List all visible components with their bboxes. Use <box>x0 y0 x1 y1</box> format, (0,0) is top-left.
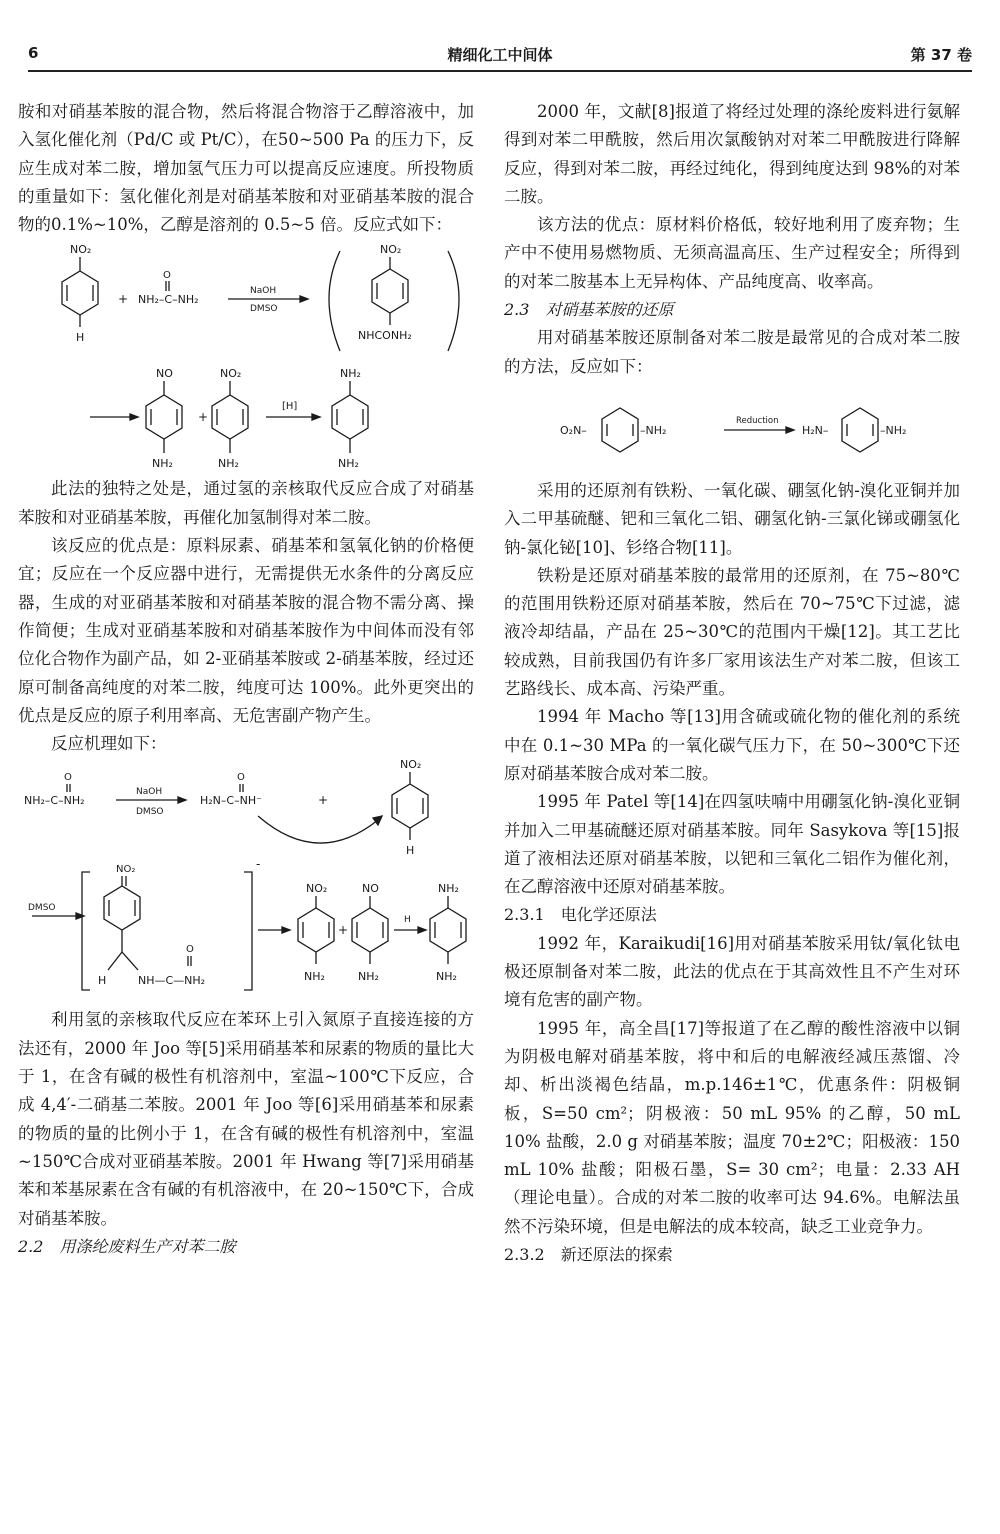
scheme-mechanism <box>18 758 474 1006</box>
solvent-dmso: DMSO <box>28 903 56 914</box>
scheme-reduction <box>504 381 960 477</box>
paragraph: 用对硝基苯胺还原制备对苯二胺是最常见的合成对苯二胺的方法，反应如下： <box>504 328 960 376</box>
charge-minus: - <box>256 857 261 872</box>
nh2-label: NH₂ <box>438 882 459 896</box>
paragraph: 1995 年 Patel 等[14]在四氢呋喃中用硼氢化钠-溴化亚铜并加入二甲基硫醚还原对硝基苯胺。同年 Sasykova 等[15]报道了液相法还原对硝基苯胺，以钯和三氧化二铝作为催化剂，在乙醇溶液中还原对硝基苯胺。 <box>504 792 960 897</box>
nh2-label: NH₂ <box>218 457 239 471</box>
carbonyl-o: O <box>186 944 194 956</box>
o2n-label: O₂N– <box>560 423 587 437</box>
section-heading-2-3-2: 2.3.2 新还原法的探索 <box>504 1244 673 1264</box>
solvent-dmso: DMSO <box>250 304 278 315</box>
carbonyl-o: O <box>237 772 245 784</box>
no2-label: NO₂ <box>306 882 328 896</box>
h-label: H <box>76 331 85 345</box>
paragraph: 1992 年，Karaikudi[16]用对硝基苯胺采用钛/氧化钛电极还原制备对苯二胺，此法的优点在于其高效性且不产生对环境有危害的副产物。 <box>504 933 960 1010</box>
running-header <box>28 40 972 72</box>
h2n-label: H₂N– <box>802 423 829 437</box>
paragraph: 此法的独特之处是，通过氢的亲核取代反应合成了对硝基苯胺和对亚硝基苯胺，再催化加氢制得对苯二胺。 <box>18 479 474 527</box>
paragraph: 铁粉是还原对硝基苯胺的最常用的还原剂，在 75~80℃的范围用铁粉还原对硝基苯胺，然后在 70~75℃下过滤，滤液冷却结晶，产品在 25~30℃的范围内干燥[12]。其工艺比较成熟，目前我国仍有许多厂家用该法生产对苯二胺，但该工艺路线长、成本高、污染严重。 <box>504 565 960 699</box>
no2-label: NO₂ <box>380 243 402 257</box>
urea-formula: NH₂–C–NH₂ <box>138 293 199 307</box>
paragraph: 反应机理如下： <box>51 734 167 754</box>
paragraph: 该方法的优点：原材料价格低，较好地利用了废弃物；生产中不使用易燃物质、无须高温高压、生产过程安全；所得到的对苯二胺基本上无异构体、产品纯度高、收率高。 <box>504 215 960 291</box>
reagent-naoh: NaOH <box>136 787 163 798</box>
solvent-dmso: DMSO <box>136 807 164 818</box>
section-heading-2-3: 2.3 对硝基苯胺的还原 <box>504 300 674 320</box>
paragraph: 利用氢的亲核取代反应在苯环上引入氮原子直接连接的方法还有，2000 年 Joo 等[5]采用硝基苯和尿素的物质的量比大于 1，在含有碱的极性有机溶剂中，室温~100℃下反应，合成 4,4′-二硝基二苯胺。2001 年 Joo 等[6]采用硝基苯和尿素的物质的量的比例小于 1，在含有碱的极性有机溶剂中，室温~150℃合成对亚硝基苯胺。2001 年 Hwang 等[7]采用硝基苯和苯基尿素在含有碱的有机溶液中，在 20~150℃下，合成对硝基苯胺。 <box>18 1010 474 1228</box>
plus-sign: + <box>198 410 209 425</box>
nh2-label: –NH₂ <box>640 423 667 437</box>
h-label: H <box>98 974 107 988</box>
reduction-label: Reduction <box>736 415 779 426</box>
no2-label: NO₂ <box>400 758 422 772</box>
page-number: 6 <box>28 44 39 62</box>
nh2-label: NH₂ <box>340 367 361 381</box>
urea-formula: NH₂–C–NH₂ <box>24 794 85 808</box>
amide-chain: NH—C—NH₂ <box>138 974 206 988</box>
paragraph: 采用的还原剂有铁粉、一氧化碳、硼氢化钠-溴化亚铜并加入二甲基硫醚、钯和三氧化二铝、硼氢化钠-三氯化锑或硼氢化钠-氯化铋[10]、钐络合物[11]。 <box>504 480 960 557</box>
paragraph: 胺和对硝基苯胺的混合物，然后将混合物溶于乙醇溶液中，加入氢化催化剂（Pd/C 或 Pt/C），在50~500 Pa 的压力下，反应生成对苯二胺，增加氢气压力可以提高反应速度。所投物质的重量如下：氢化催化剂是对硝基苯胺和对亚硝基苯胺的混合物的0.1%~10%，乙醇是溶剂的 0.5~5 倍。反应式如下： <box>18 102 474 235</box>
nh2-label: NH₂ <box>152 457 173 471</box>
carbonyl-o: O <box>64 772 72 784</box>
right-column <box>504 98 960 1269</box>
nh2-label: NH₂ <box>304 970 325 984</box>
paragraph: 该反应的优点是：原料尿素、硝基苯和氢氧化钠的价格便宜；反应在一个反应器中进行，无需提供无水条件的分离反应器，生成的对亚硝基苯胺和对硝基苯胺的混合物不需分离、操作简便；生成对亚硝基苯胺和对硝基苯胺作为中间体而没有邻位化合物作为副产品，如 2-亚硝基苯胺或 2-硝基苯胺，经过还原可制备高纯度的对苯二胺，纯度可达 100%。此外更突出的优点是反应的原子利用率高、无危害副产物产生。 <box>18 536 474 725</box>
nh2-label: –NH₂ <box>880 423 907 437</box>
product-substituent: NHCONH₂ <box>358 329 412 343</box>
plus-sign: + <box>118 292 129 307</box>
scheme-urea-nitrobenzene <box>18 239 474 475</box>
nh2-label: NH₂ <box>338 457 359 471</box>
h-label: H <box>406 844 415 858</box>
urea-anion: H₂N–C–NH⁻ <box>200 794 262 808</box>
volume-label: 第 37 卷 <box>910 46 972 64</box>
nh2-label: NH₂ <box>358 970 379 984</box>
paragraph: 1994 年 Macho 等[13]用含硫或硫化物的催化剂的系统中在 0.1~30 MPa 的一氧化碳气压力下，在 50~300℃下还原对硝基苯胺合成对苯二胺。 <box>504 707 960 783</box>
journal-title: 精细化工中间体 <box>447 46 553 64</box>
paragraph: 1995 年，高全昌[17]等报道了在乙醇的酸性溶液中以铜为阴极电解对硝基苯胺，将中和后的电解液经减压蒸馏、冷却、析出淡褐色结晶，m.p.146±1℃，优惠条件：阴极铜板，S=50 cm²；阴极液：50 mL 95% 的乙醇，50 mL 10% 盐酸，2.0 g 对硝基苯胺；温度 70±2℃；阳极液：150 mL 10% 盐酸；阳极石墨，S= 30 cm²；电量：2.33 AH（理论电量）。合成的对苯二胺的收率可达 94.6%。电解法虽然不污染环境，但是电解法的成本较高，缺乏工业竞争力。 <box>504 1018 960 1236</box>
reagent-naoh: NaOH <box>250 286 277 297</box>
plus-sign: + <box>318 793 329 808</box>
carbonyl-o: O <box>163 270 171 282</box>
paragraph: 2000 年，文献[8]报道了将经过处理的涤纶废料进行氨解得到对苯二甲酰胺，然后用次氯酸钠对对苯二甲酰胺进行降解反应，得到对苯二胺，再经过纯化，得到纯度达到 98%的对苯二胺。 <box>504 102 960 206</box>
hydrogenation-label: [H] <box>282 401 298 413</box>
no-label: NO <box>362 882 379 896</box>
no2-label: NO₂ <box>70 243 92 257</box>
nh2-label: NH₂ <box>436 970 457 984</box>
no-label: NO <box>156 367 173 381</box>
no2-label: NO₂ <box>116 864 136 876</box>
hydrogen-label: H <box>404 915 411 926</box>
left-column <box>18 98 474 1261</box>
plus-sign: + <box>338 923 349 938</box>
section-heading-2-3-1: 2.3.1 电化学还原法 <box>504 905 657 925</box>
no2-label: NO₂ <box>220 367 242 381</box>
section-heading-2-2: 2.2 用涤纶废料生产对苯二胺 <box>18 1236 236 1256</box>
